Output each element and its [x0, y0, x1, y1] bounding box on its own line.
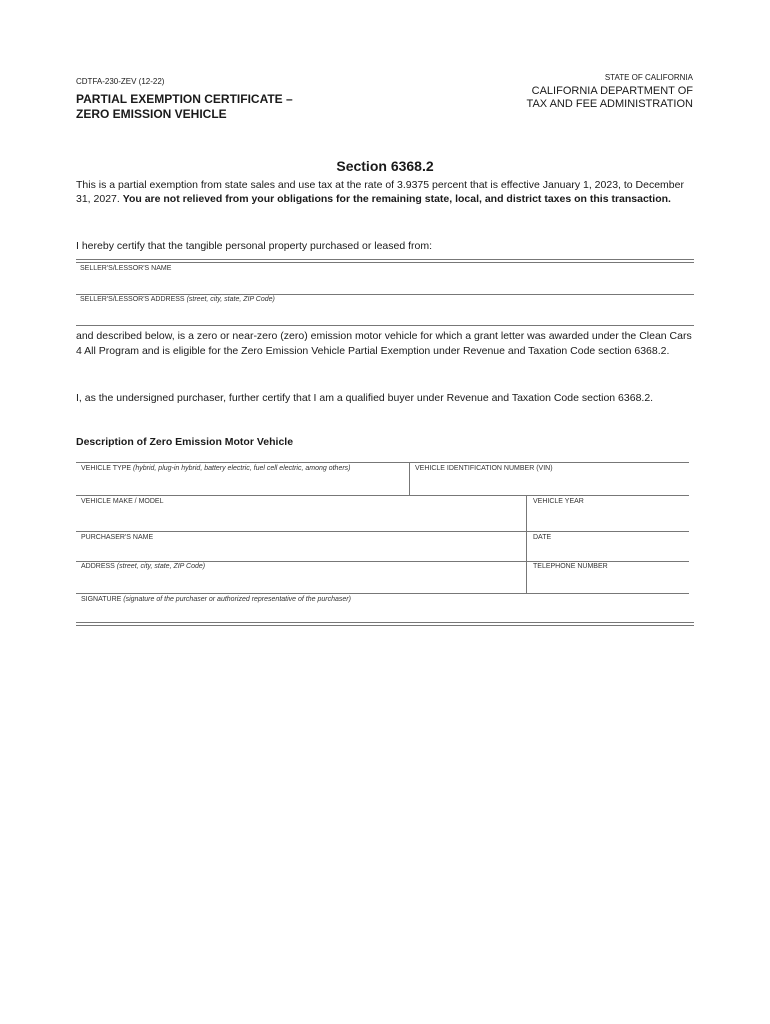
intro-bold-text: You are not relieved from your obligations for the remaining state, local, and district taxes on this transaction.	[122, 193, 671, 205]
signature-rule-double	[76, 625, 694, 626]
vehicle-type-label-text: VEHICLE TYPE	[81, 465, 132, 472]
purchaser-name-field[interactable]	[76, 532, 525, 560]
signature-hint: (signature of the purchaser or authorized representative of the purchaser)	[123, 596, 351, 603]
intro-text: This is a partial exemption from state sales and use tax at the rate of 3.9375 percent that is effective January 1, 2023, to December 31, 2027.	[76, 179, 684, 205]
department-line1: CALIFORNIA DEPARTMENT OF	[531, 85, 693, 97]
vehicle-type-field[interactable]	[76, 463, 408, 495]
seller-address-rule	[76, 325, 694, 326]
purchaser-address-label-text: ADDRESS	[81, 563, 115, 570]
seller-address-field[interactable]	[76, 295, 694, 325]
telephone-field[interactable]	[527, 562, 689, 593]
date-field[interactable]	[527, 532, 689, 560]
seller-name-field[interactable]	[76, 263, 694, 293]
certify-text: I hereby certify that the tangible personal property purchased or leased from:	[76, 240, 433, 252]
seller-name-label: SELLER'S/LESSOR'S NAME	[80, 265, 172, 272]
purchaser-address-field[interactable]	[76, 562, 525, 593]
vehicle-year-field[interactable]	[527, 496, 689, 530]
section-title: Section 6368.2	[336, 158, 434, 174]
signature-field[interactable]	[76, 594, 689, 621]
form-title-line2: ZERO EMISSION VEHICLE	[76, 107, 227, 121]
vin-label: VEHICLE IDENTIFICATION NUMBER (VIN)	[415, 465, 553, 472]
eligibility-paragraph: and described below, is a zero or near-zero (zero) emission motor vehicle for which a grant letter was awarded under the Clean Cars 4 All Program and is eligible for the Zero Emission Vehicle Partial Exemption under Revenue and Taxation Code section 6368.2.	[76, 330, 692, 357]
vehicle-year-label: VEHICLE YEAR	[533, 498, 584, 505]
signature-rule	[76, 622, 694, 623]
seller-address-hint: (street, city, state, ZIP Code)	[186, 296, 275, 303]
intro-paragraph	[76, 178, 696, 206]
seller-address-label-text: SELLER'S/LESSOR'S ADDRESS	[80, 296, 185, 303]
department-line2: TAX AND FEE ADMINISTRATION	[526, 98, 693, 110]
make-model-label: VEHICLE MAKE / MODEL	[81, 498, 164, 505]
signature-label-text: SIGNATURE	[81, 596, 122, 603]
form-title	[76, 92, 293, 122]
vin-field[interactable]	[410, 463, 689, 495]
seller-top-rule	[76, 259, 694, 260]
vehicle-type-hint: (hybrid, plug-in hybrid, battery electric, fuel cell electric, among others)	[133, 465, 351, 472]
date-label: DATE	[533, 534, 552, 541]
state-name: STATE OF CALIFORNIA	[604, 73, 693, 82]
department-name	[527, 85, 693, 111]
purchaser-name-label: PURCHASER'S NAME	[81, 534, 154, 541]
purchaser-address-hint: (street, city, state, ZIP Code)	[116, 563, 206, 570]
description-heading: Description of Zero Emission Motor Vehicle	[76, 436, 294, 448]
make-model-field[interactable]	[76, 496, 525, 530]
form-id: CDTFA-230-ZEV (12-22)	[76, 77, 165, 86]
qualified-buyer-paragraph: I, as the undersigned purchaser, further certify that I am a qualified buyer under Revenue and Taxation Code section 6368.2.	[76, 392, 654, 404]
telephone-label: TELEPHONE NUMBER	[533, 563, 608, 570]
form-title-line1: PARTIAL EXEMPTION CERTIFICATE –	[76, 92, 293, 106]
